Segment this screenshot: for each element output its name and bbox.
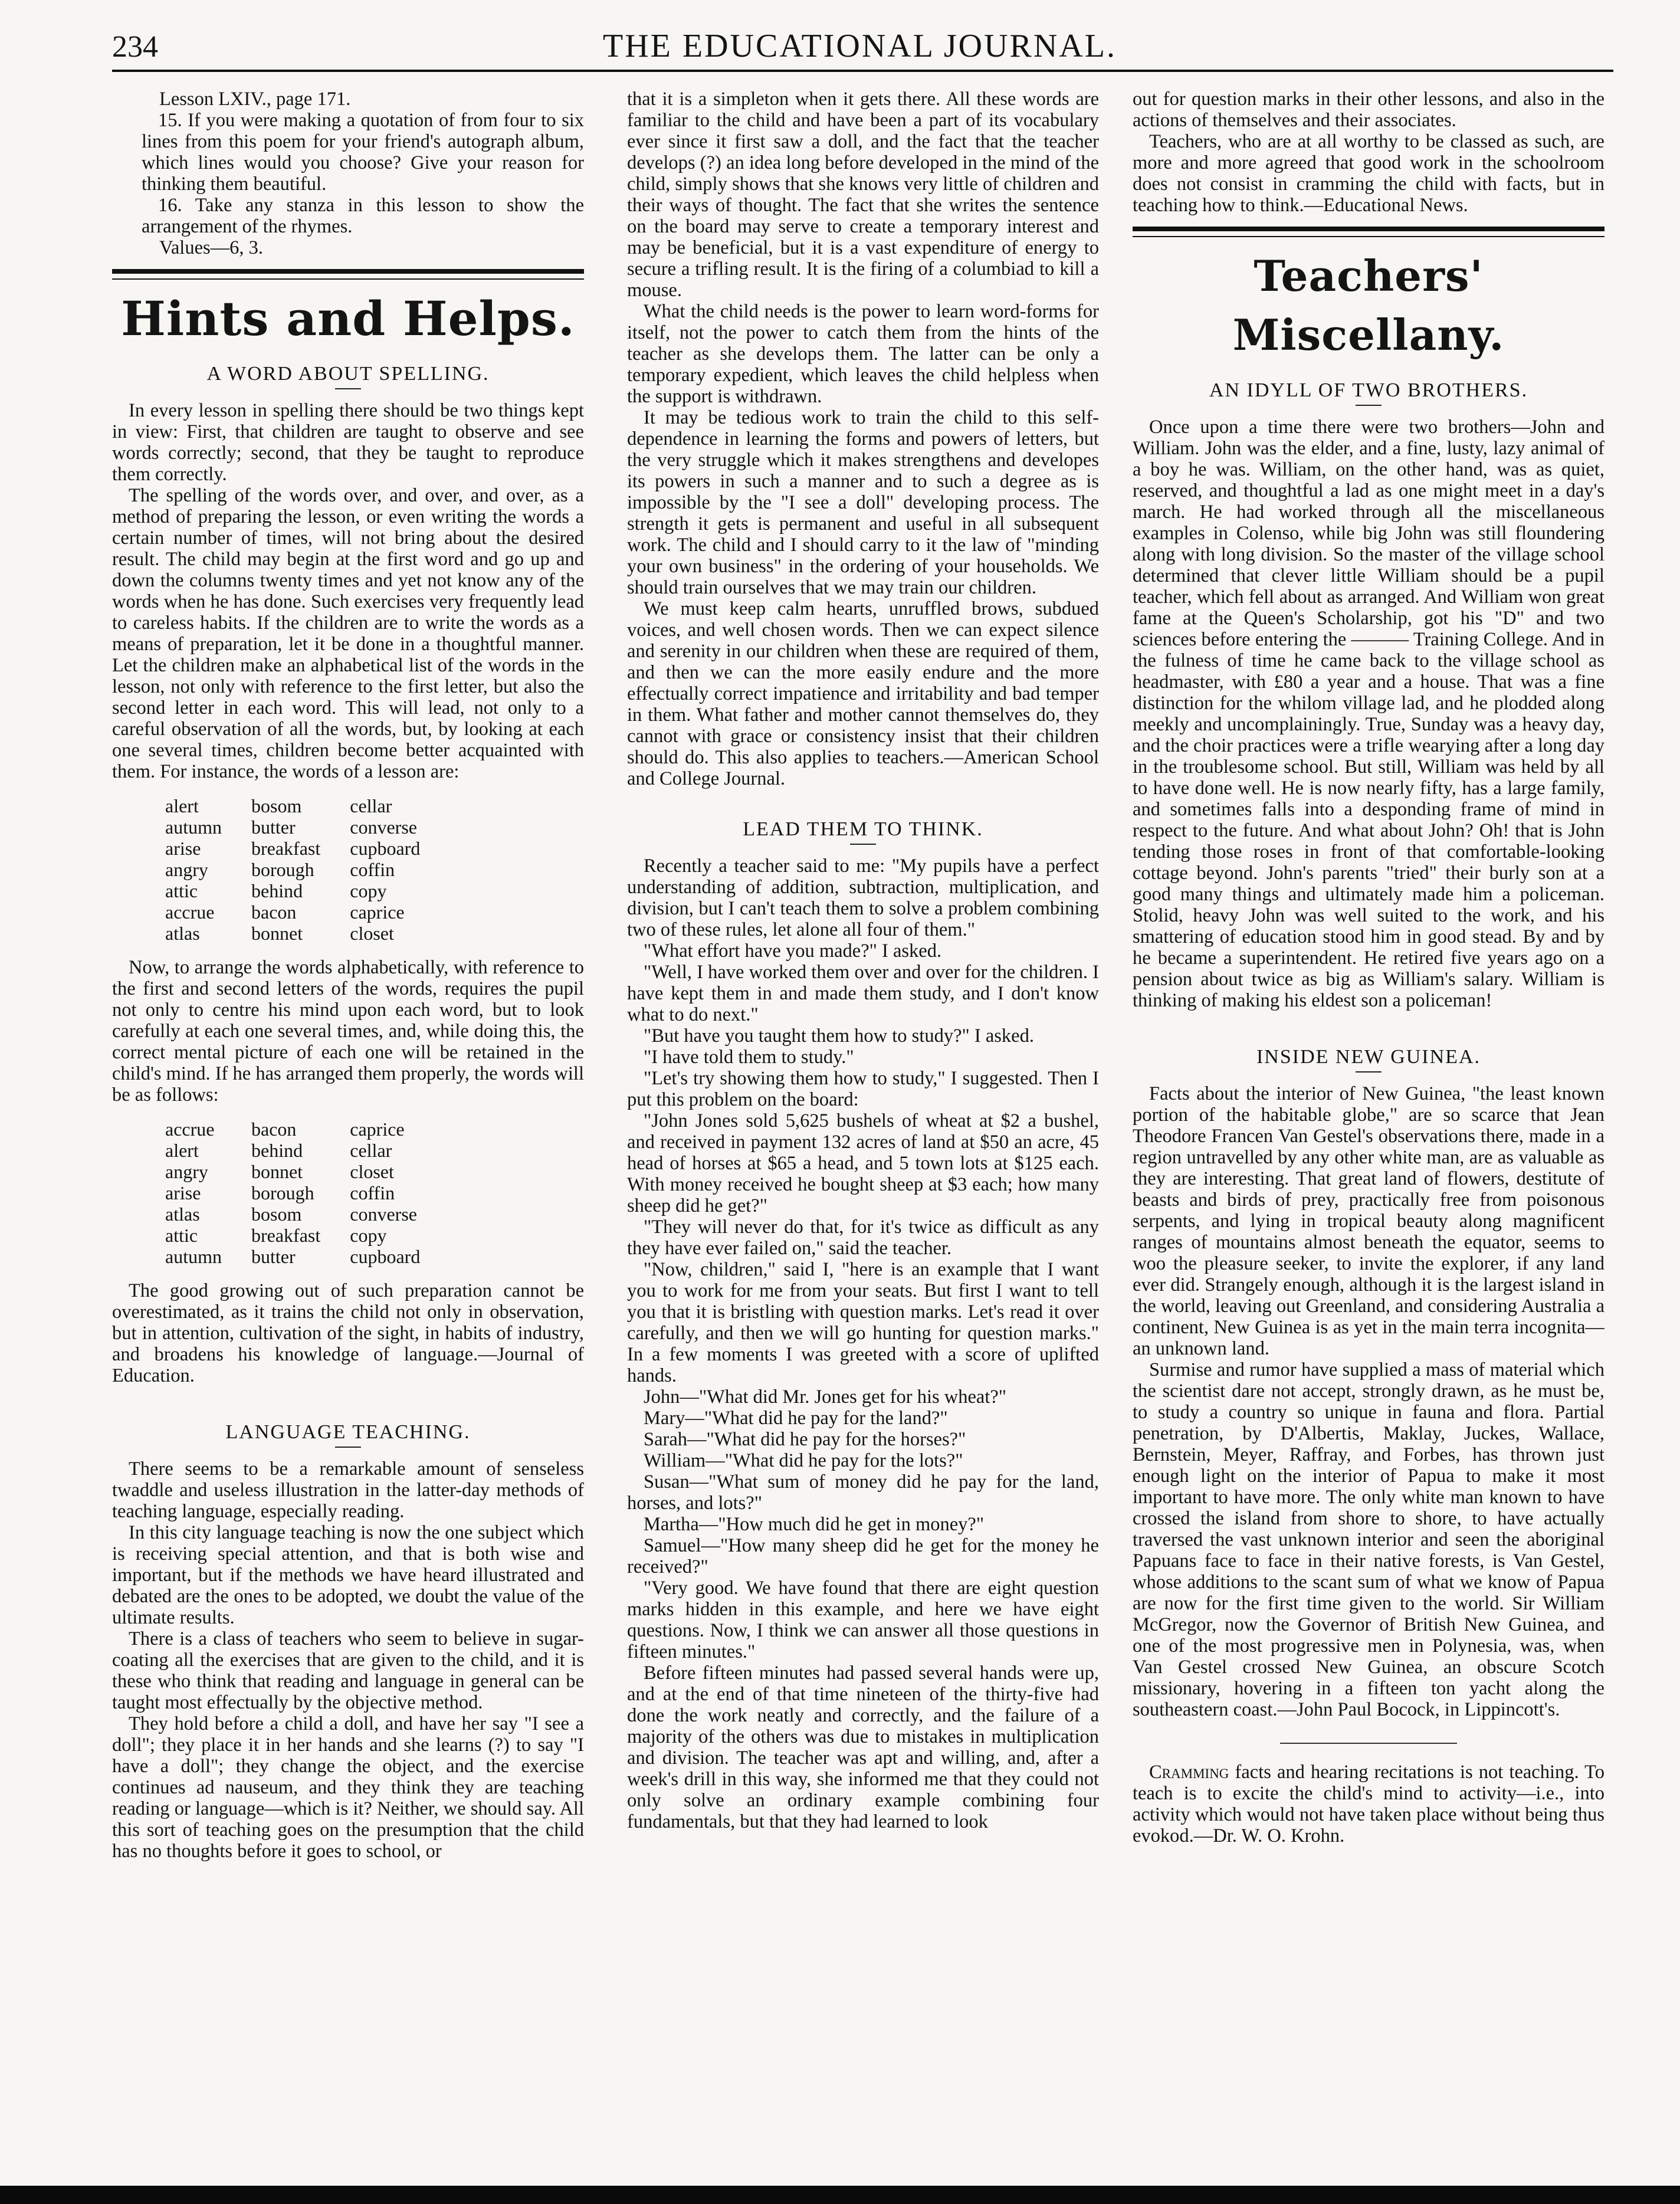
paragraph: "Well, I have worked them over and over for the children. I have kept them in and made them study, and I don't know what to do next." xyxy=(627,962,1099,1025)
paragraph: Facts about the interior of New Guinea, "the least known portion of the habitable globe," are so scarce that Jean Theodore Francen Van Gestel's observations there, made in a region untravelled by any other white man, are as valuable as they are interesting. That great land of flowers, destitute of beasts and birds of prey, practically free from poisonous serpents, and lying in tropical beauty along magnificent ranges of mountains almost beneath the equator, seems to woo the pleasure seeker, to invite the explorer, if any land ever did. Strangely enough, although it is the largest island in the world, leaving out Greenland, and considering Australia a continent, New Guinea is as yet in the main terra incognita—an unknown land. xyxy=(1133,1083,1604,1359)
paragraph: Surmise and rumor have supplied a mass of material which the scientist dare not accept, strongly drawn, as he must be, to study a country so unique in fauna and flora. Partial penetration, by D'Albertis, Maklay, Juckes, Wallace, Bernstein, Meyer, Raffray, and Forbes, has thrown just enough light on the interior of Papua to make it most important to have more. The only white man known to have crossed the island from shore to shore, to have actually traversed the vast unknown interior and seen the aboriginal Papuans face to face in their native forests, is Van Gestel, whose additions to the scant sum of what we know of Papua are now for the first time given to the world. Sir William McGregor, now the Governor of British New Guinea, and one of the most progressive men in Polynesia, was, when Van Gestel crossed New Guinea, an obscure Scotch missionary, hovering in a fifteen ton yacht along the southeastern coast.—John Paul Bocock, in Lippincott's. xyxy=(1133,1359,1604,1720)
paragraph: "I have told them to study." xyxy=(644,1047,854,1068)
word-cell: atlas xyxy=(165,923,200,944)
word-cell: butter xyxy=(251,1246,296,1267)
dialogue-line: William—"What did he pay for the lots?" xyxy=(644,1450,963,1471)
word-cell: bosom xyxy=(251,795,302,816)
article-title-spelling: A WORD ABOUT SPELLING. xyxy=(206,363,490,385)
paragraph: Now, to arrange the words alphabetically, with reference to the first and second letters of the words, requires the pupil not only to centre his mind upon each word, but to look carefully at each one several times, and, while doing this, the correct mental picture of each one will be retained in the child's mind. If he has arranged them properly, the words will be as follows: xyxy=(112,957,584,1106)
word-cell: alert xyxy=(165,1140,199,1161)
word-cell: breakfast xyxy=(251,838,321,859)
word-cell: copy xyxy=(350,1225,387,1246)
word-cell: closet xyxy=(350,1161,394,1182)
word-row xyxy=(165,1140,449,1161)
word-row xyxy=(165,880,449,901)
word-cell: bonnet xyxy=(251,923,303,944)
word-cell: breakfast xyxy=(251,1225,321,1246)
article-title-think: LEAD THEM TO THINK. xyxy=(743,818,983,840)
word-cell: accrue xyxy=(165,1119,215,1140)
word-cell: bacon xyxy=(251,1119,297,1140)
title-dash xyxy=(335,388,361,389)
dialogue-line: John—"What did Mr. Jones get for his wheat?" xyxy=(644,1386,1007,1408)
word-cell: alert xyxy=(165,795,199,816)
word-cell: caprice xyxy=(350,1119,405,1140)
word-list-sorted xyxy=(165,1119,449,1267)
paragraph: There is a class of teachers who seem to believe in sugar-coating all the exercises that are given to the child, and it is these who think that reading and language in general can be taught most effectually by the objective method. xyxy=(112,1628,584,1713)
paragraph: There seems to be a remarkable amount of senseless twaddle and useless illustration in the latter-day methods of teaching language, especially reading. xyxy=(112,1458,584,1522)
dialogue-line: Samuel—"How many sheep did he get for the money he received?" xyxy=(627,1535,1099,1577)
word-row xyxy=(165,1182,449,1203)
word-cell: behind xyxy=(251,1140,303,1161)
word-cell: arise xyxy=(165,1182,201,1203)
title-dash xyxy=(335,1447,361,1448)
column-1 xyxy=(112,88,584,2141)
lead-word: Cramming xyxy=(1149,1762,1229,1783)
word-cell: cellar xyxy=(350,1140,392,1161)
journal-title: THE EDUCATIONAL JOURNAL. xyxy=(603,28,1117,64)
word-cell: bacon xyxy=(251,901,297,923)
dialogue-line: Martha—"How much did he get in money?" xyxy=(644,1514,985,1535)
word-cell: arise xyxy=(165,838,201,859)
word-cell: autumn xyxy=(165,816,222,838)
paragraph: "But have you taught them how to study?" I asked. xyxy=(644,1025,1034,1047)
paragraph: In this city language teaching is now the one subject which is receiving special attention, and that is both wise and important, but if the methods we have heard illustrated and debated are the ones to be adopted, we doubt the value of the ultimate results. xyxy=(112,1522,584,1628)
paragraph: out for question marks in their other lessons, and also in the actions of themselves and their associates. xyxy=(1133,88,1604,131)
word-cell: angry xyxy=(165,859,208,880)
column-2 xyxy=(627,88,1099,2141)
paragraph: In every lesson in spelling there should be two things kept in view: First, that children are taught to observe and see words correctly; second, that they be taught to reproduce them correctly. xyxy=(112,400,584,485)
word-row xyxy=(165,1225,449,1246)
section-rule-thin xyxy=(112,278,584,280)
paragraph-text: facts and hearing recitations is not teaching. To teach is to excite the child's mind to activity—i.e., into activity which would not have taken place without being thus evokod.—Dr. W. O. Krohn. xyxy=(1133,1762,1604,1846)
word-cell: bonnet xyxy=(251,1161,303,1182)
header-rule xyxy=(112,70,1613,72)
paragraph: "What effort have you made?" I asked. xyxy=(644,940,942,962)
word-cell: converse xyxy=(350,816,417,838)
word-cell: converse xyxy=(350,1203,417,1225)
paragraph: We must keep calm hearts, unruffled brows, subdued voices, and well chosen words. Then we can expect silence and serenity in our children when these are required of them, and then we can the more easily endure and the more effectually correct impatience and irritability and bad temper in them. What father and mother cannot themselves do, they cannot with grace or consistency insist that their children should do. This also applies to teachers.—American School and College Journal. xyxy=(627,598,1099,789)
word-row xyxy=(165,923,449,944)
paragraph: "Now, children," said I, "here is an example that I want you to work for me from your seats. But first I want to tell you that it is bristling with question marks. Let's read it over carefully, and then we will go hunting for question marks." In a few moments I was greeted with a score of uplifted hands. xyxy=(627,1259,1099,1386)
word-row xyxy=(165,901,449,923)
paragraph: It may be tedious work to train the child to this self-dependence in learning the forms and powers of letters, but the very struggle which it makes strengthens and developes its powers in such a manner and to such a degree as is impossible by the "I see a doll" developing process. The strength it gets is permanent and useful in all subsequent work. The child and I should carry to it the law of "minding your own business" in the ordering of your households. We should train ourselves that we may train our children. xyxy=(627,407,1099,598)
word-cell: butter xyxy=(251,816,296,838)
word-cell: autumn xyxy=(165,1246,222,1267)
word-row xyxy=(165,1119,449,1140)
paragraph: "Let's try showing them how to study," I suggested. Then I put this problem on the board: xyxy=(627,1068,1099,1110)
word-cell: attic xyxy=(165,880,198,901)
word-cell: copy xyxy=(350,880,387,901)
title-dash xyxy=(850,844,876,845)
section-rule-thick xyxy=(112,269,584,274)
paragraph: The good growing out of such preparation cannot be overestimated, as it trains the child not only in observation, but in attention, cultivation of the sight, in habits of industry, and broadens his knowledge of language.—Journal of Education. xyxy=(112,1280,584,1386)
title-dash xyxy=(1356,405,1382,406)
section-title-hints: Hints and Helps. xyxy=(121,291,575,346)
paragraph: "They will never do that, for it's twice as difficult as any they have ever failed on," said the teacher. xyxy=(627,1216,1099,1259)
paragraph: They hold before a child a doll, and have her say "I see a doll"; they place it in her hands and she learns (?) to say "I have a doll"; they change the object, and the exercise continues ad nauseum, and they think they are teaching reading or language—which is it? Neither, we should say. All this sort of teaching goes on the presumption that the child has no thoughts before it goes to school, or xyxy=(112,1713,584,1862)
word-row xyxy=(165,1203,449,1225)
article-title-language: LANGUAGE TEACHING. xyxy=(225,1421,471,1443)
title-dash xyxy=(1356,1071,1382,1073)
dialogue-line: Sarah—"What did he pay for the horses?" xyxy=(644,1429,966,1450)
word-row xyxy=(165,838,449,859)
section-title-miscellany: Teachers' Miscellany. xyxy=(1232,251,1505,360)
word-cell: cupboard xyxy=(350,838,421,859)
paragraph: that it is a simpleton when it gets there. All these words are familiar to the child and have been a part of its vocabulary ever since it first saw a doll, and the fact that the teacher develops (?) an idea long before developed in the mind of the child, simply shows that she knows very little of children and their ways of thought. The fact that she writes the sentence on the board may serve to create a temporary interest and may be beneficial, but it is a vast expenditure of energy to secure a trifling result. It is the firing of a columbiad to kill a mouse. xyxy=(627,88,1099,301)
paragraph: What the child needs is the power to learn word-forms for itself, not the power to catch them from the hints of the teacher as she develops them. The latter can be only a temporary expedient, which leaves the child helpless when the support is withdrawn. xyxy=(627,301,1099,407)
lesson-reference: Lesson LXIV., page 171. xyxy=(159,88,351,110)
word-cell: bosom xyxy=(251,1203,302,1225)
article-title-idyll: AN IDYLL OF TWO BROTHERS. xyxy=(1209,379,1528,401)
scan-bottom-edge xyxy=(0,2186,1680,2204)
word-cell: attic xyxy=(165,1225,198,1246)
section-rule-thin xyxy=(1133,236,1604,237)
word-cell: caprice xyxy=(350,901,405,923)
values-line: Values—6, 3. xyxy=(159,237,264,258)
word-cell: cellar xyxy=(350,795,392,816)
word-cell: borough xyxy=(251,859,314,880)
paragraph: "John Jones sold 5,625 bushels of wheat at $2 a bushel, and received in payment 132 acres of land at $50 an acre, 45 head of horses at $65 a head, and 5 town lots at $125 each. With money received he bought sheep at $3 each; how many sheep did he get?" xyxy=(627,1110,1099,1216)
word-cell: accrue xyxy=(165,901,215,923)
paragraph: Once upon a time there were two brothers—John and William. John was the elder, and a fine, lusty, lazy animal of a boy he was. William, on the other hand, was as quiet, reserved, and thoughtful a lad as one might meet in a day's march. He had worked through all the miscellaneous examples in Colenso, while big John was still floundering along with long division. So the master of the village school determined that clever little William should be a pupil teacher, which fell about as arranged. And William won great fame at the Queen's Scholarship, got his "D" and two sciences before entering the ——— Training College. And in the fulness of time he came back to the village school as headmaster, with £80 a year and a house. That was a fine distinction for the whilom village lad, and he plodded along meekly and uncomplainingly. True, Sunday was a heavy day, and the choir practices were a trifle wearying after a long day in the troublesome school. But still, William was held by all to have done well. He is now nearly fifty, has a large family, and sometimes falls into a desponding frame of mind in respect to the future. And what about John? Oh! that is John tending those roses in front of that comfortable-looking cottage beyond. John's parents "tried" their burly son at a good many things and ultimately made him a policeman. Stolid, heavy John was well suited to the work, and his smattering of education stood him in good stead. By and by he became a superintendent. He retired five years ago on a pension about twice as big as William's salary. William is thinking of making his eldest son a policeman! xyxy=(1133,416,1604,1011)
word-list-unsorted xyxy=(165,795,449,944)
word-cell: coffin xyxy=(350,859,395,880)
word-cell: cupboard xyxy=(350,1246,421,1267)
word-cell: behind xyxy=(251,880,303,901)
paragraph: Recently a teacher said to me: "My pupils have a perfect understanding of addition, subtraction, multiplication, and division, but I can't teach them to solve a problem combining two of these rules, let alone all four of them." xyxy=(627,855,1099,940)
article-title-guinea: INSIDE NEW GUINEA. xyxy=(1256,1046,1481,1068)
page-number: 234 xyxy=(112,30,158,64)
word-row xyxy=(165,1161,449,1182)
word-cell: angry xyxy=(165,1161,208,1182)
paragraph: Teachers, who are at all worthy to be classed as such, are more and more agreed that good work in the schoolroom does not consist in cramming the child with facts, but in teaching how to think.—Educational News. xyxy=(1133,131,1604,216)
question-16: 16. Take any stanza in this lesson to show the arrangement of the rhymes. xyxy=(142,195,584,237)
question-15: 15. If you were making a quotation of from four to six lines from this poem for your friend's autograph album, which lines would you choose? Give your reason for thinking them beautiful. xyxy=(142,110,584,195)
word-cell: atlas xyxy=(165,1203,200,1225)
column-3 xyxy=(1133,88,1604,2141)
paragraph: "Very good. We have found that there are eight question marks hidden in this example, and here we have eight questions. Now, I think we can answer all those questions in fifteen minutes." xyxy=(627,1577,1099,1662)
paragraph: The spelling of the words over, and over, and over, as a method of preparing the lesson, or even writing the words a certain number of times, will not bring about the desired result. The child may begin at the first word and go up and down the columns twenty times and yet not know any of the words when he has done. Such exercises very frequently lead to careless habits. If the children are to write the words as a means of preparation, let it be done in a thoughtful manner. Let the children make an alphabetical list of the words in the lesson, not only with reference to the first letter, but also the second letter in each word. This will lead, not only to a careful observation of all the words, but, by looking at each one several times, children become better acquainted with them. For instance, the words of a lesson are: xyxy=(112,485,584,782)
separator-rule xyxy=(1280,1743,1457,1744)
word-row xyxy=(165,1246,449,1267)
dialogue-line: Susan—"What sum of money did he pay for the land, horses, and lots?" xyxy=(627,1471,1099,1514)
paragraph: Before fifteen minutes had passed several hands were up, and at the end of that time nineteen of the thirty-five had done the work neatly and correctly, and the failure of a majority of the others was due to mistakes in multiplication and division. The teacher was apt and willing, and, after a week's drill in this way, she informed me that they could not only solve an ordinary example combining four fundamentals, but that they had learned to look xyxy=(627,1662,1099,1832)
word-row xyxy=(165,795,449,816)
word-cell: borough xyxy=(251,1182,314,1203)
paragraph-cramming xyxy=(1133,1762,1604,1846)
word-cell: closet xyxy=(350,923,394,944)
dialogue-line: Mary—"What did he pay for the land?" xyxy=(644,1408,948,1429)
word-cell: coffin xyxy=(350,1182,395,1203)
word-row xyxy=(165,859,449,880)
word-row xyxy=(165,816,449,838)
section-rule-thick xyxy=(1133,227,1604,231)
